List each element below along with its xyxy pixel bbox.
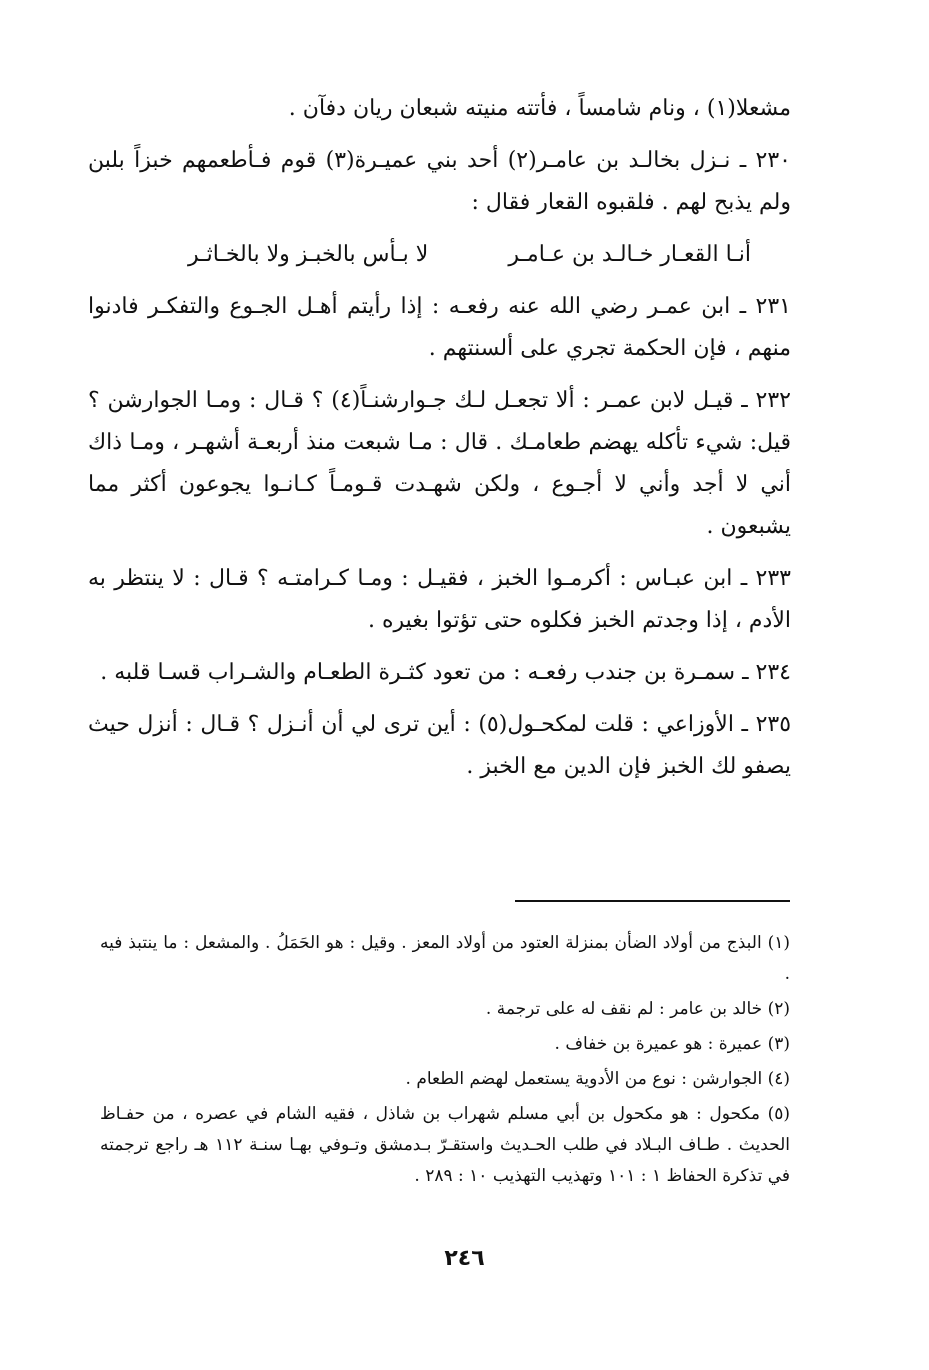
paragraph-231: ٢٣١ ـ ابن عمـر رضي الله عنه رفعـه : إذا رأيتم أهـل الجـوع والتفكـر فادنوا منهم ، فإن الحكمة تجري على ألسنتهم .	[88, 294, 791, 361]
footnotes	[100, 928, 790, 1196]
paragraph-234: ٢٣٤ ـ سمـرة بن جندب رفعـه : من تعود كثـرة الطعـام والشـراب قسـا قلبه .	[100, 660, 791, 685]
main-text	[88, 88, 791, 798]
footnote-5: (٥) مكحول : هو مكحول بن أبي مسلم شهراب بن شاذل ، فقيه الشام في عصره ، من حفـاظ الحديث . طـاف البـلاد في طلب الحـديث واستقـرّ بـدمشق وتـوفي بهـا سنـة ١١٢ هـ راجع ترجمته في تذكرة الحفاظ ١ : ١٠١ وتهذيب التهذيب ١٠ : ٢٨٩ .	[100, 1104, 790, 1186]
paragraph-235: ٢٣٥ ـ الأوزاعي : قلت لمكحـول(٥) : أين ترى لي أن أنـزل ؟ قـال : أنزل حيث يصفو لك الخبز فإن الدين مع الخبز .	[88, 712, 792, 779]
footnote-4: (٤) الجوارشن : نوع من الأدوية يستعمل لهضم الطعام .	[405, 1069, 790, 1089]
footnote-divider	[515, 900, 790, 902]
verse-line	[88, 234, 791, 276]
footnote-2: (٢) خالد بن عامر : لم نقف له على ترجمة .	[485, 999, 790, 1019]
page-number: ٢٤٦	[444, 1246, 485, 1271]
paragraph-232: ٢٣٢ ـ قيـل لابن عمـر : ألا تجعـل لـك جـوارشنـاً(٤) ؟ قـال : ومـا الجوارشن ؟ قيل: شيء تأكله يهضم طعامـك . قال : مـا شبعت منذ أربعـة أشهـر ، ومـا ذاك أني لا أجد وأني لا أجـوع ، ولكن شهـدت قـومـاً كـانـوا يجوعون أكثر مما يشبعون .	[88, 388, 791, 539]
paragraph-continuation: مشعلا(١) ، ونام شامساً ، فأتته منيته شبعان ريان دفآن .	[288, 96, 791, 121]
verse-first-hemistich: أنـا القعـار خـالـد بن عـامـر	[508, 242, 751, 267]
paragraph-233: ٢٣٣ ـ ابن عبـاس : أكرمـوا الخبز ، فقيـل : ومـا كـرامتـه ؟ قـال : لا ينتظر به الأدم ، إذا وجدتم الخبز فكلوه حتى تؤتوا بغيره .	[88, 566, 791, 633]
footnote-3: (٣) عميرة : هو عميرة بن خفاف .	[554, 1034, 790, 1054]
paragraph-230: ٢٣٠ ـ نـزل بخالـد بن عامـر(٢) أحد بني عميـرة(٣) قوم فـأطعمهم خبزاً بلبن ولم يذبح لهم . فلقبوه القعار فقال :	[88, 148, 791, 215]
verse-second-hemistich: لا بـأس بالخبـز ولا بالخـاثـر	[187, 242, 429, 267]
footnote-1: (١) البذج من أولاد الضأن بمنزلة العتود من أولاد المعز . وقيل : هو الحَمَلُ . والمشعل : ما ينتبذ فيه .	[100, 933, 790, 984]
